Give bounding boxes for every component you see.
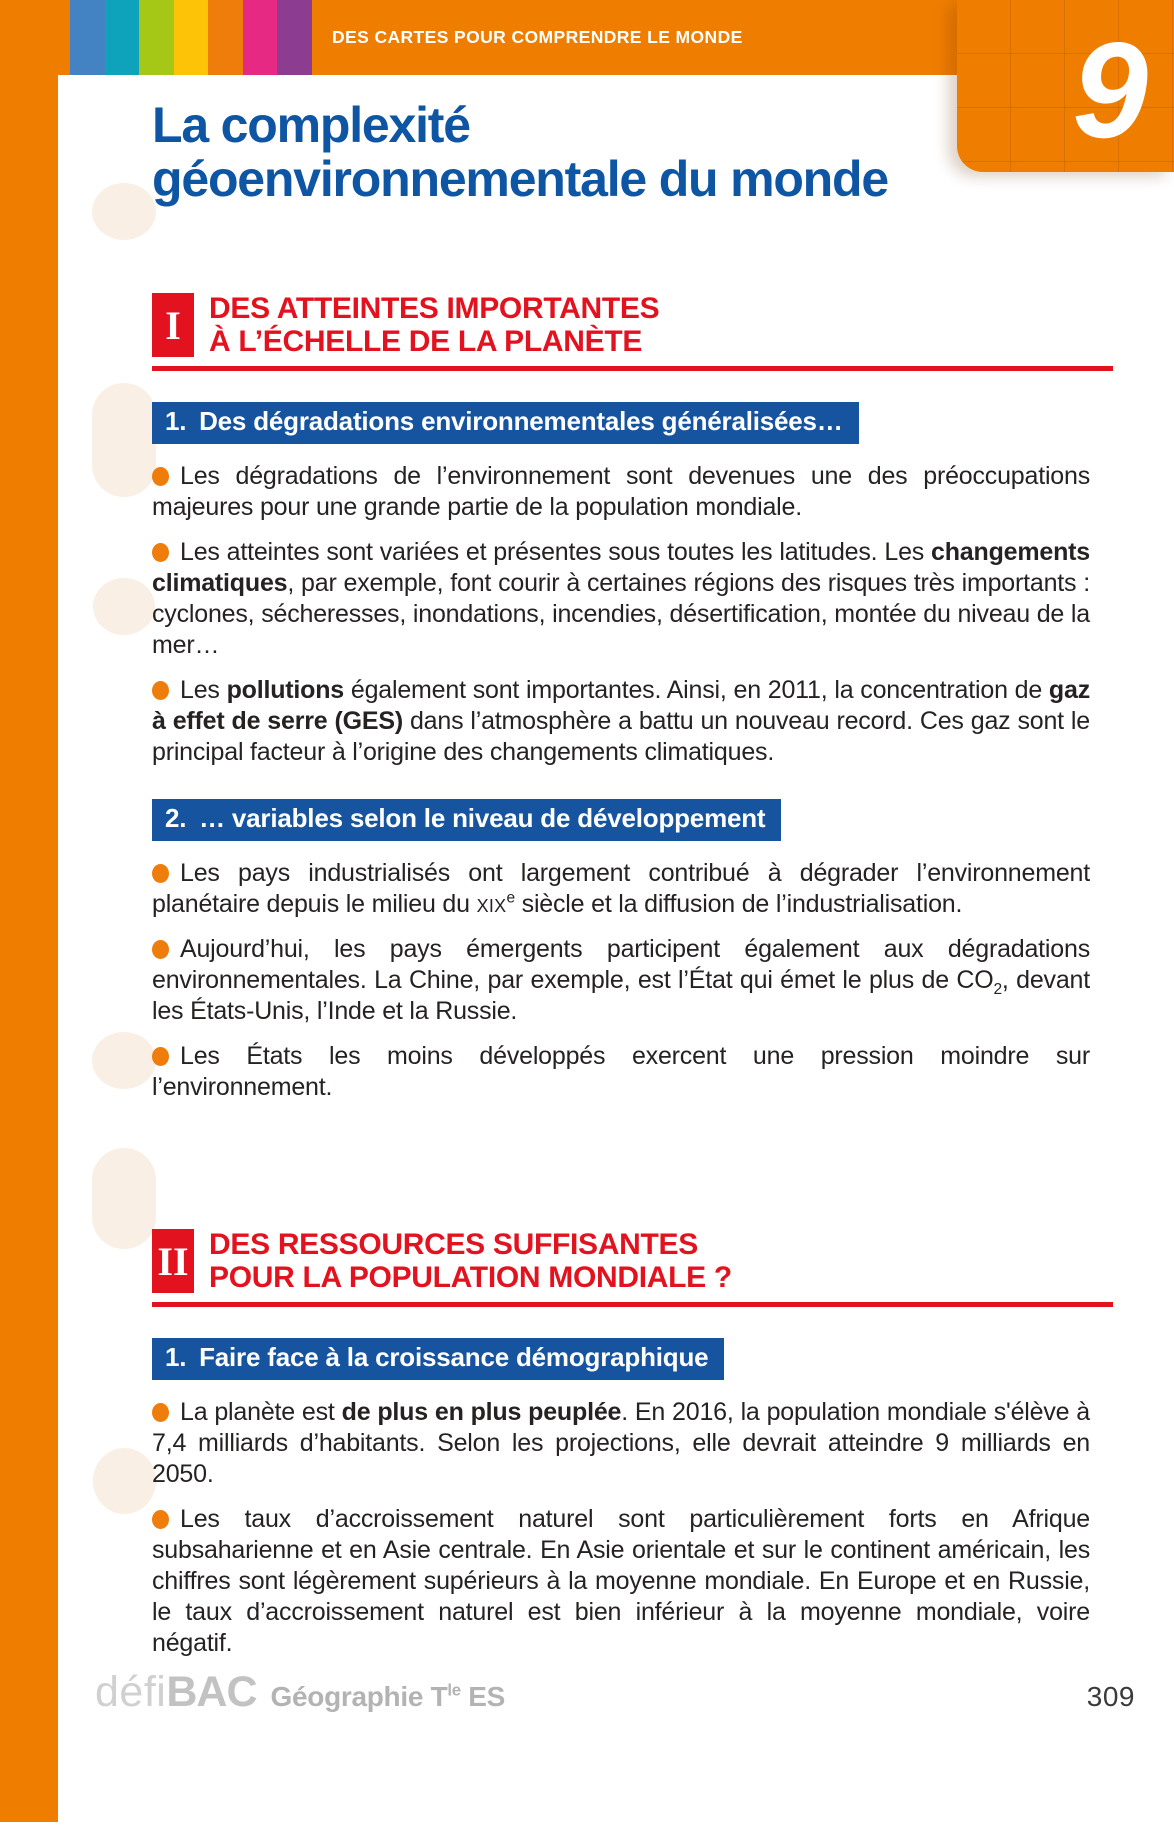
section-2-header: [152, 1229, 1174, 1294]
bullet-icon: [152, 864, 169, 883]
grade-base: T: [430, 1681, 448, 1712]
bullet-icon: [152, 467, 169, 486]
text-segment: de plus en plus peuplée: [341, 1398, 622, 1426]
brand-stripe: [139, 0, 174, 75]
text-segment: également sont importantes. Ainsi, en 2011, la concentration de: [344, 676, 1049, 704]
section-1-title-line2: À L’ÉCHELLE DE LA PLANÈTE: [209, 324, 643, 358]
text-segment: Les États les moins développés exercent une pression moindre sur l’environnement.: [152, 1042, 1090, 1101]
subsection-1-1-paragraphs: [152, 461, 1090, 768]
body-paragraph: [152, 858, 1090, 920]
brand-bac: BAC: [166, 1668, 257, 1716]
brand-stripe: [277, 0, 312, 75]
bullet-icon: [152, 1047, 169, 1066]
text-segment: , devant les États-Unis, l’Inde et la Russie.: [152, 966, 1090, 1025]
subsection-2-1: [152, 1307, 1174, 1659]
body-paragraph: [152, 1041, 1090, 1103]
body-paragraph: [152, 461, 1090, 523]
bullet-icon: [152, 1510, 169, 1529]
section-2-title-line1: DES RESSOURCES SUFFISANTES: [209, 1228, 698, 1261]
section-2-marker: II: [152, 1229, 194, 1293]
text-segment: Les dégradations de l’environnement sont devenues une des préoccupations majeures pour une grande partie de la population mondiale.: [152, 462, 1090, 521]
decorative-blob: [92, 183, 156, 240]
subsection-1-2: [152, 768, 1174, 1103]
body-paragraph: [152, 934, 1090, 1027]
brand-defi: défi: [95, 1668, 167, 1716]
subsection-1-1: [152, 371, 1174, 768]
subsection-1-2-banner: 2. … variables selon le niveau de développement: [152, 799, 781, 841]
grade-sup: le: [447, 1680, 461, 1700]
chapter-title-line2: géoenvironnementale du monde: [152, 151, 888, 207]
chapter-title: [152, 98, 888, 206]
body-paragraph: [152, 1397, 1090, 1490]
brand-stripe: [70, 0, 105, 75]
text-segment: xix: [476, 890, 507, 918]
text-segment: Les: [180, 676, 227, 704]
section-1-title-line1: DES ATTEINTES IMPORTANTES: [209, 292, 660, 325]
section-2-title-line2: POUR LA POPULATION MONDIALE ?: [209, 1260, 732, 1294]
body-paragraph: [152, 537, 1090, 661]
defibac-logo: [95, 1668, 505, 1717]
text-segment: Aujourd’hui, les pays émergents participent également aux dégradations environnementales. La Chine, par exemple, est l’État qui émet le plus de CO: [152, 935, 1090, 994]
text-segment: La planète est: [180, 1398, 342, 1426]
body-paragraph: [152, 675, 1090, 768]
text-segment: Les pays industrialisés ont largement contribué à dégrader l’environnement planétaire depuis le milieu du: [152, 859, 1090, 918]
brand-stripe: [174, 0, 209, 75]
bullet-icon: [152, 543, 169, 562]
grade-suffix: ES: [460, 1681, 506, 1712]
section-1-header: [152, 293, 1174, 358]
bullet-icon: [152, 681, 169, 700]
subsection-2-1-banner: 1. Faire face à la croissance démographique: [152, 1338, 724, 1380]
text-segment: gaz à effet de serre (GES): [152, 676, 1090, 735]
chapter-number-tab: [957, 0, 1174, 172]
brand-subject: [271, 1681, 506, 1713]
page-number: 309: [1086, 1681, 1135, 1712]
text-segment: changements climatiques: [152, 538, 1090, 597]
page-footer: [95, 1668, 1135, 1717]
subsection-1-1-banner: 1. Des dégradations environnementales généralisées…: [152, 402, 859, 444]
subsection-2-1-paragraphs: [152, 1397, 1090, 1659]
text-segment: , par exemple, font courir à certaines régions des risques très importants : cyclones, sécheresses, inondations, incendies, désertification, montée du niveau de la mer…: [152, 569, 1090, 659]
section-2-title: [209, 1229, 732, 1294]
text-segment: e: [506, 889, 515, 907]
chapter-title-line1: La complexité: [152, 97, 470, 153]
subject-name: Géographie: [270, 1681, 424, 1712]
brand-stripes: [70, 0, 312, 75]
subsection-1-2-paragraphs: [152, 858, 1090, 1103]
chapter-number: 9: [1072, 14, 1148, 166]
bullet-icon: [152, 940, 169, 959]
body-paragraph: [152, 1504, 1090, 1659]
text-segment: siècle et la diffusion de l’industrialisation.: [514, 890, 963, 918]
section-2: [0, 1229, 1174, 1659]
text-segment: dans l’atmosphère a battu un nouveau record. Ces gaz sont le principal facteur à l’origine des changements climatiques.: [152, 707, 1090, 766]
brand-stripe: [105, 0, 140, 75]
text-segment: Les taux d’accroissement naturel sont particulièrement forts en Afrique subsaharienne et en Asie centrale. En Asie orientale et sur le continent américain, les chiffres sont légèrement supérieurs à la moyenne mondiale. En Europe et en Russie, le taux d’accroissement naturel est bien inférieur à la moyenne mondiale, voire négatif.: [152, 1505, 1090, 1657]
collection-title: DES CARTES POUR COMPRENDRE LE MONDE: [332, 27, 743, 47]
bullet-icon: [152, 1403, 169, 1422]
section-1: [0, 293, 1174, 1103]
section-1-marker: I: [152, 293, 194, 357]
text-segment: pollutions: [226, 676, 345, 704]
section-1-title: [209, 293, 659, 358]
brand-stripe: [243, 0, 278, 75]
brand-stripe: [208, 0, 243, 75]
text-segment: . En 2016, la population mondiale s'élève à 7,4 milliards d’habitants. Selon les projections, elle devrait atteindre 9 milliards en 2050.: [152, 1398, 1090, 1488]
text-segment: Les atteintes sont variées et présentes sous toutes les latitudes. Les: [180, 538, 932, 566]
text-segment: 2: [993, 981, 1002, 998]
